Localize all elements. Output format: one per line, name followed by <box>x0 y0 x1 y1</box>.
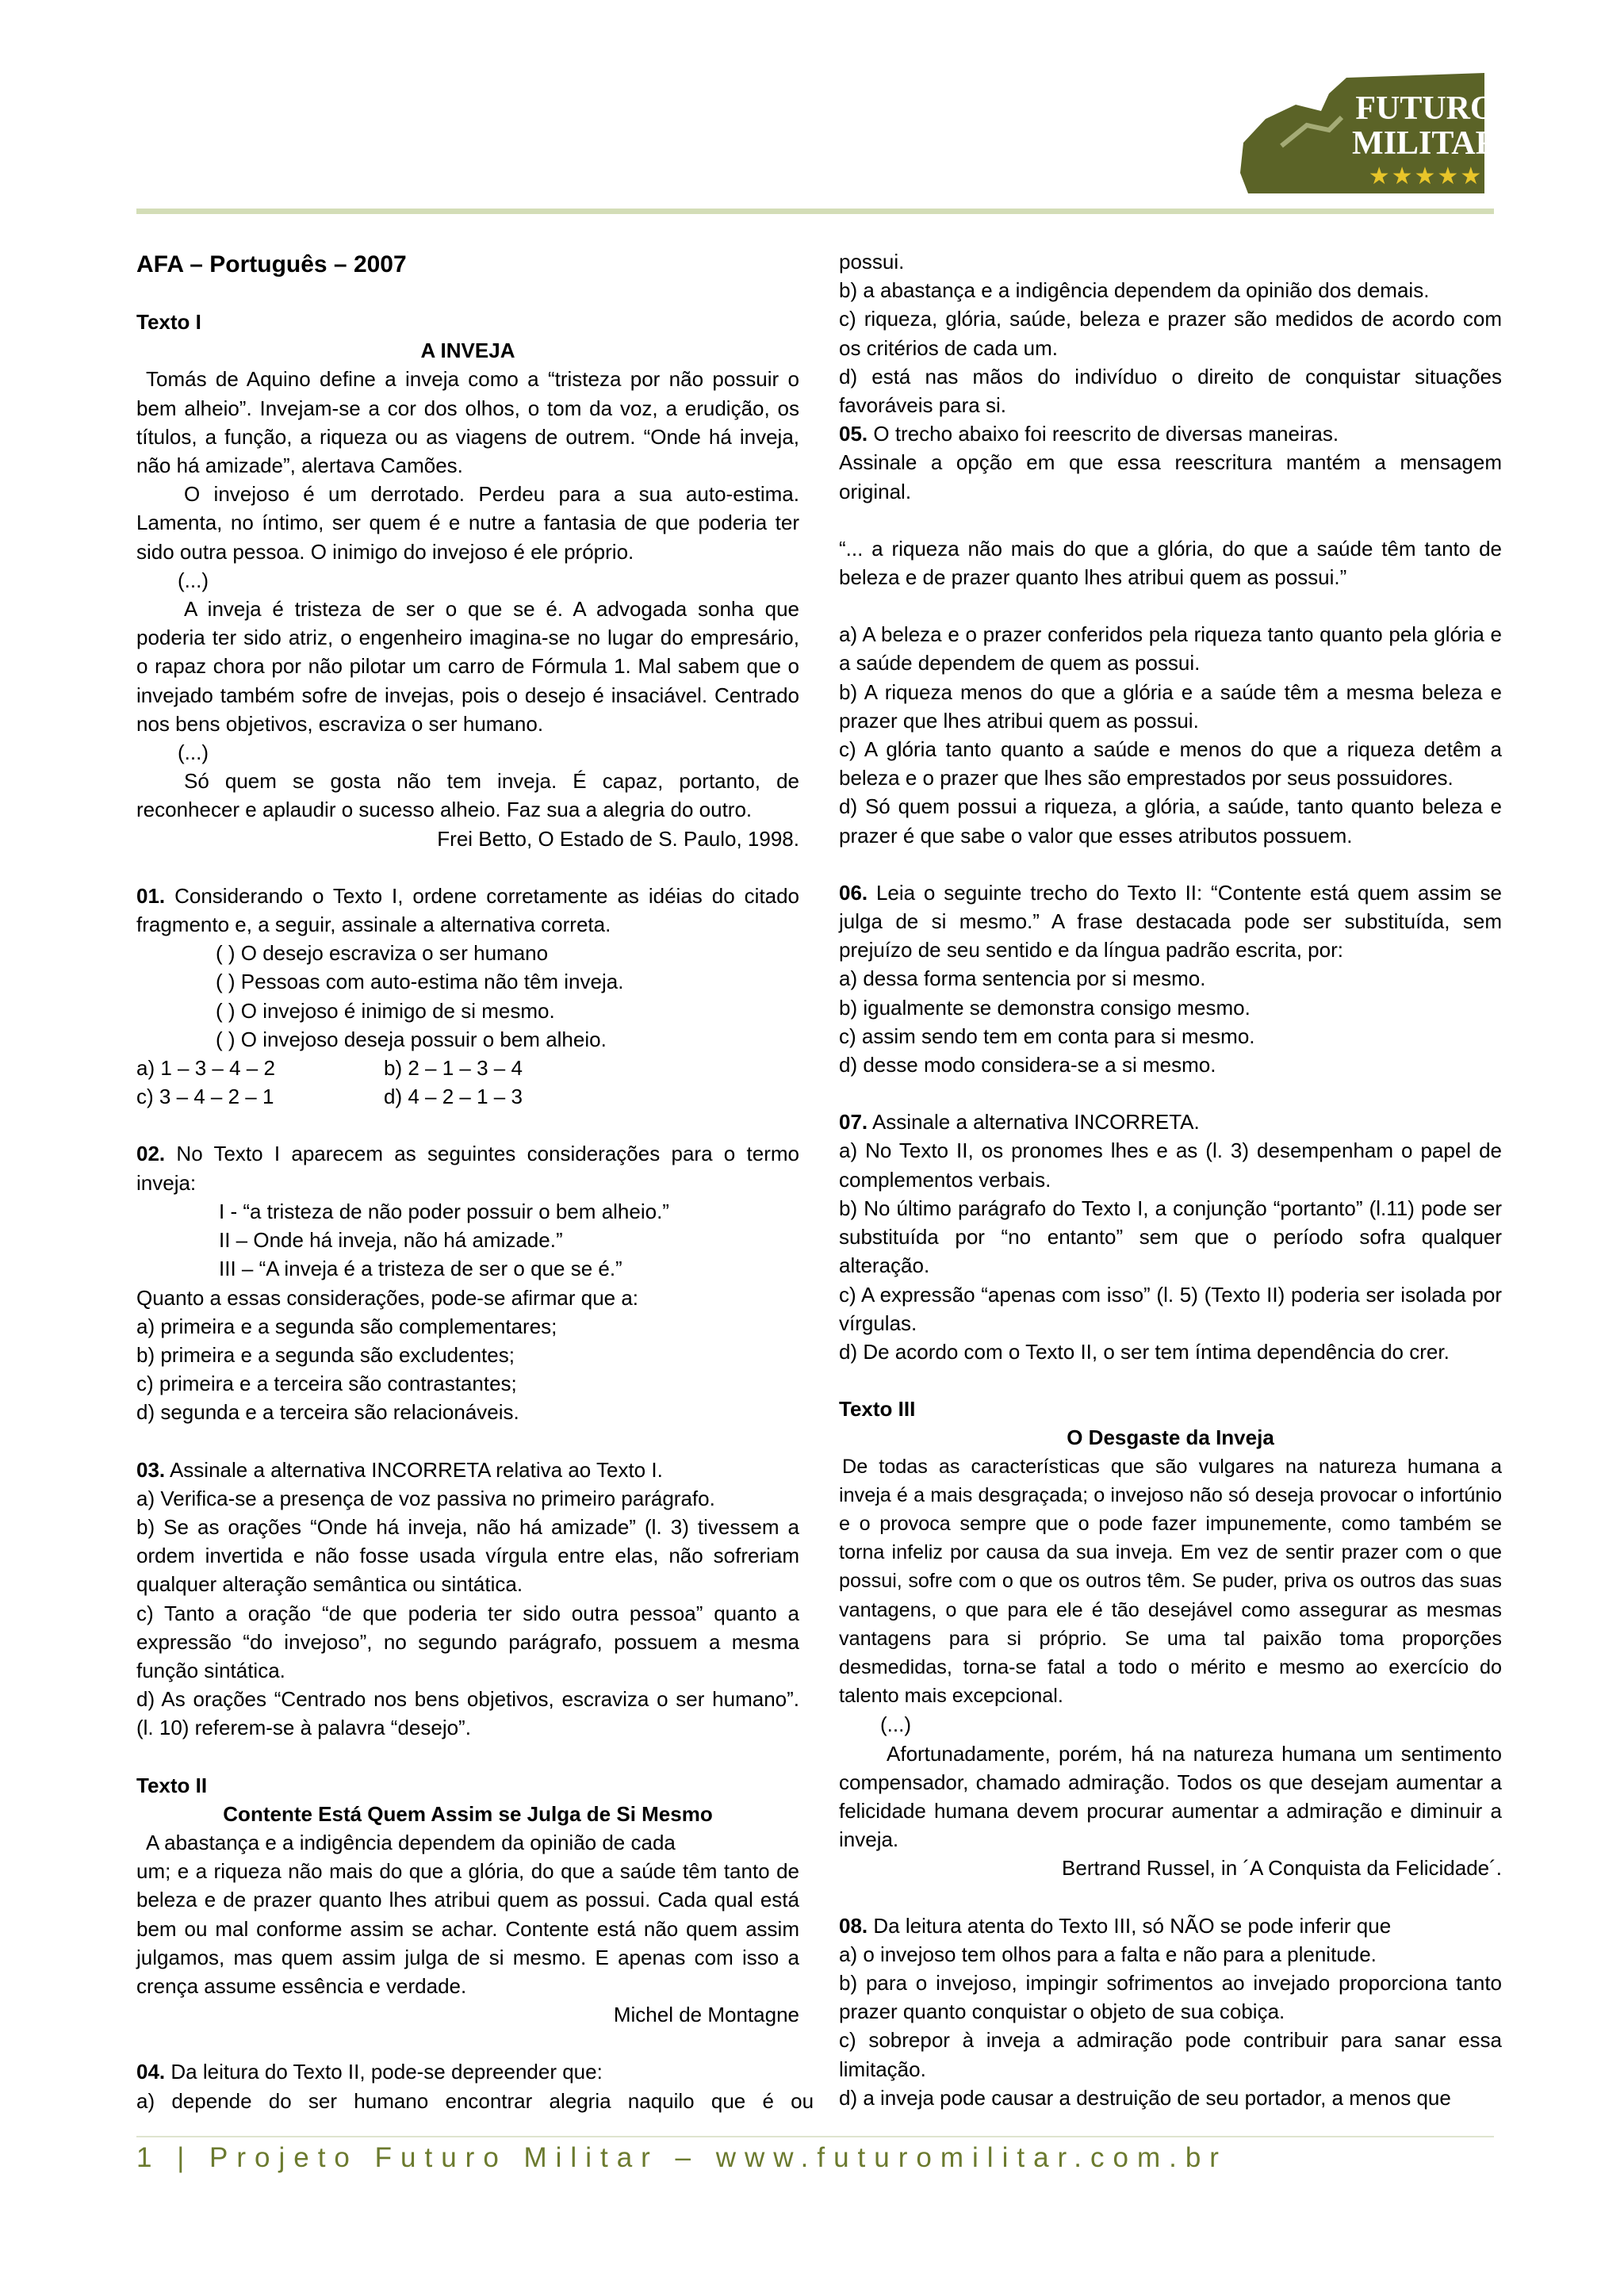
question-05 <box>839 419 1502 448</box>
q01-item: ( ) O desejo escraviza o ser humano <box>216 941 549 966</box>
q02-item-3: III – “A inveja é a tristeza de ser o que se é.” <box>219 1257 622 1281</box>
q02-option-a: a) primeira e a segunda são complementares; <box>136 1314 557 1338</box>
q04-stem: Da leitura do Texto II, pode-se depreender que: <box>165 2060 603 2084</box>
q02-item-1: I - “a tristeza de não poder possuir o bem alheio.” <box>219 1199 669 1223</box>
q07-stem: Assinale a alternativa INCORRETA. <box>868 1110 1200 1135</box>
q02-option-d: d) segunda e a terceira são relacionáveis. <box>136 1400 519 1425</box>
texto3-title: O Desgaste da Inveja <box>1067 1425 1274 1450</box>
q05-quote: “... a riqueza não mais do que a glória, do que a saúde têm tanto de beleza e de prazer quanto lhes atribui quem as possui.” <box>839 536 1502 590</box>
q08-option-c: c) sobrepor à inveja a admiração pode contribuir para sanar essa limitação. <box>839 2028 1502 2081</box>
q08-option-d: d) a inveja pode causar a destruição de seu portador, a menos que <box>839 2085 1451 2110</box>
question-02 <box>136 1139 799 1196</box>
q06-option-d: d) desse modo considera-se a si mesmo. <box>839 1053 1216 1077</box>
q06-option-c: c) assim sendo tem em conta para si mesmo. <box>839 1024 1255 1048</box>
q01-item: ( ) Pessoas com auto-estima não têm inveja. <box>216 970 624 994</box>
q07-option-d: d) De acordo com o Texto II, o ser tem íntima dependência do crer. <box>839 1339 1450 1364</box>
q06-number: 06. <box>839 880 868 905</box>
texto1-title: A INVEJA <box>420 339 515 363</box>
q02-stem: No Texto I aparecem as seguintes considerações para o termo inveja: <box>136 1142 799 1195</box>
q03-option-d: d) As orações “Centrado nos bens objetivos, escraviza o ser humano”. (l. 10) referem-se à palavra “desejo”. <box>136 1687 799 1740</box>
question-08 <box>839 1911 1502 1940</box>
texto1-paragraph-2: O invejoso é um derrotado. Perdeu para a sua auto-estima. Lamenta, no íntimo, ser quem é e nutre a fantasia de que poderia ter sido outra pessoa. O inimigo do invejoso é ele próprio. <box>136 482 799 564</box>
q03-number: 03. <box>136 1457 166 1482</box>
question-01 <box>136 882 799 939</box>
q04-option-b: b) a abastança e a indigência dependem da opinião dos demais. <box>839 278 1430 303</box>
q03-option-b: b) Se as orações “Onde há inveja, não há amizade” (l. 3) tivessem a ordem invertida e não fosse usada vírgula entre elas, não sofreriam qualquer alteração semântica ou sintática. <box>136 1514 799 1597</box>
q06-option-a: a) dessa forma sentencia por si mesmo. <box>839 966 1206 991</box>
question-06 <box>839 878 1502 965</box>
q08-option-a: a) o invejoso tem olhos para a falta e não para a plenitude. <box>839 1942 1377 1966</box>
q04-number: 04. <box>136 2060 166 2084</box>
futuro-militar-logo <box>1234 70 1500 193</box>
page-footer: 1 | Projeto Futuro Militar – www.futuromilitar.com.br <box>136 2142 1228 2173</box>
right-column <box>839 247 1502 2112</box>
texto3-paragraph-2: Afortunadamente, porém, há na natureza humana um sentimento compensador, chamado admiração. Todos os que desejam aumentar a felicidade humana devem procurar aumentar a admiração e diminuir a inveja. <box>839 1741 1502 1852</box>
q05-stem: O trecho abaixo foi reescrito de diversas maneiras. <box>868 422 1339 446</box>
q04-option-d: d) está nas mãos do indivíduo o direito de conquistar situações favoráveis para si. <box>839 364 1502 418</box>
q07-option-b: b) No último parágrafo do Texto I, a conjunção “portanto” (l.11) pode ser substituída por “no entanto” sem que o período sofra qualquer alteração. <box>839 1196 1502 1278</box>
logo-line2: MILITAR <box>1352 125 1500 162</box>
texto1-ellipsis-1: (...) <box>178 568 209 592</box>
q05-option-d: d) Só quem possui a riqueza, a glória, a saúde, tanto quanto beleza e prazer é que sabe o valor que esses atributos possuem. <box>839 794 1502 848</box>
q05-stem-2: Assinale a opção em que essa reescritura mantém a mensagem original. <box>839 450 1502 503</box>
texto3-paragraph-1: De todas as características que são vulgares na natureza humana a inveja é a mais desgraçada; o invejoso não só deseja provocar o infortúnio e o provoca sempre que o pode fazer impunemente, como também se torna infeliz por causa da sua inveja. Em vez de sentir prazer com o que possui, sofre com o que os outros têm. Se puder, priva os outros das suas vantagens, o que para ele é tão desejável como assegurar as mesmas vantagens para si próprio. Se uma tal paixão toma proporções desmedidas, torna-se fatal a todo o mérito e mesmo ao exercício do talento mais excepcional. <box>839 1455 1502 1708</box>
texto1-paragraph-3: A inveja é tristeza de ser o que se é. A advogada sonha que poderia ter sido atriz, o engenheiro imagina-se no lugar do empresário, o rapaz chora por não pilotar um carro de Fórmula 1. Mal sabem que o invejado também sofre de invejas, pois o desejo é insaciável. Centrado nos bens objetivos, escraviza o ser humano. <box>136 597 799 736</box>
q03-stem: Assinale a alternativa INCORRETA relativa ao Texto I. <box>165 1457 663 1482</box>
q01-item: ( ) O invejoso é inimigo de si mesmo. <box>216 998 555 1023</box>
texto2-paragraph-rest: um; e a riqueza não mais do que a glória, do que a saúde têm tanto de beleza e de prazer quanto lhes atribui quem as possui. Cada qual está bem ou mal conforme assim se achar. Contente está não quem assim julgamos, mas quem assim julga de si mesmo. E apenas com isso a crença assume essência e verdade. <box>136 1859 799 1998</box>
q05-option-a: a) A beleza e o prazer conferidos pela riqueza tanto quanto pela glória e a saúde dependem de quem as possui. <box>839 622 1502 675</box>
question-04 <box>136 2057 799 2086</box>
texto2-paragraph-line-1: A abastança e a indigência dependem da opinião de cada <box>146 1830 676 1854</box>
q02-lead: Quanto a essas considerações, pode-se afirmar que a: <box>136 1285 639 1310</box>
logo-line1: FUTURO <box>1355 90 1496 127</box>
texto1-label: Texto I <box>136 310 201 334</box>
q07-option-a: a) No Texto II, os pronomes lhes e as (l. 3) desempenham o papel de complementos verbais. <box>839 1138 1502 1192</box>
texto2-title: Contente Está Quem Assim se Julga de Si Mesmo <box>223 1801 713 1826</box>
texto3-ellipsis: (...) <box>880 1712 911 1737</box>
texto1-source: Frei Betto, O Estado de S. Paulo, 1998. <box>437 826 799 851</box>
q07-number: 07. <box>839 1110 868 1135</box>
q02-option-b: b) primeira e a segunda são excludentes; <box>136 1342 515 1367</box>
texto1-paragraph-4: Só quem se gosta não tem inveja. É capaz, portanto, de reconhecer e aplaudir o sucesso alheio. Faz sua a alegria do outro. <box>136 769 799 822</box>
q01-option-d: d) 4 – 2 – 1 – 3 <box>384 1085 523 1109</box>
q08-stem: Da leitura atenta do Texto III, só NÃO se pode inferir que <box>868 1913 1392 1938</box>
q06-stem: Leia o seguinte trecho do Texto II: “Contente está quem assim se julga de si mesmo.” A frase destacada pode ser substituída, sem prejuízo de seu sentido e da língua padrão escrita, por: <box>839 880 1502 962</box>
header-divider <box>136 209 1494 214</box>
q04-option-a-continuation: possui. <box>839 250 905 274</box>
q01-option-a: a) 1 – 3 – 4 – 2 <box>136 1056 275 1081</box>
q03-option-c: c) Tanto a oração “de que poderia ter sido outra pessoa” quanto a expressão “do invejoso”, no segundo parágrafo, possuem a mesma função sintática. <box>136 1601 799 1682</box>
q01-option-c: c) 3 – 4 – 2 – 1 <box>136 1085 274 1109</box>
q02-number: 02. <box>136 1142 166 1166</box>
q01-item: ( ) O invejoso deseja possuir o bem alheio. <box>216 1027 607 1051</box>
q02-option-c: c) primeira e a terceira são contrastantes; <box>136 1372 517 1396</box>
q05-option-b: b) A riqueza menos do que a glória e a saúde têm a mesma beleza e prazer que lhes atribui quem as possui. <box>839 679 1502 733</box>
footer-divider <box>136 2136 1494 2137</box>
question-03 <box>136 1456 799 1484</box>
texto3-source: Bertrand Russel, in ´A Conquista da Felicidade´. <box>1062 1856 1502 1881</box>
texto3-label: Texto III <box>839 1397 916 1422</box>
q01-number: 01. <box>136 883 166 908</box>
q04-option-a: a) depende do ser humano encontrar alegria naquilo que é ou <box>136 2088 814 2113</box>
q05-option-c: c) A glória tanto quanto a saúde e menos do que a riqueza detêm a beleza e o prazer que lhes são emprestados por seus possuidores. <box>839 737 1502 790</box>
q08-number: 08. <box>839 1913 868 1938</box>
q02-item-2: II – Onde há inveja, não há amizade.” <box>219 1228 563 1253</box>
texto1-paragraph-1: Tomás de Aquino define a inveja como a “tristeza por não possuir o bem alheio”. Invejam-se a cor dos olhos, o tom da voz, a erudição, os títulos, a função, a riqueza ou as viagens de outrem. “Onde há inveja, não há amizade”, alertava Camões. <box>136 367 799 478</box>
q06-option-b: b) igualmente se demonstra consigo mesmo. <box>839 995 1251 1020</box>
q04-option-c: c) riqueza, glória, saúde, beleza e prazer são medidos de acordo com os critérios de cada um. <box>839 307 1502 360</box>
q03-option-a: a) Verifica-se a presença de voz passiva no primeiro parágrafo. <box>136 1486 715 1510</box>
q01-options <box>136 1054 799 1111</box>
q01-option-b: b) 2 – 1 – 3 – 4 <box>384 1056 523 1081</box>
q05-number: 05. <box>839 422 868 446</box>
question-07 <box>839 1108 1502 1136</box>
texto1-ellipsis-2: (...) <box>178 740 209 765</box>
logo-stars: ★★★★★ <box>1368 163 1484 190</box>
q08-option-b: b) para o invejoso, impingir sofrimentos ao invejado proporciona tanto prazer quanto conquistar o objeto de sua cobiça. <box>839 1970 1502 2024</box>
left-column <box>136 247 814 2115</box>
document-title: AFA – Português – 2007 <box>136 251 407 277</box>
texto2-source: Michel de Montagne <box>613 2003 799 2027</box>
q07-option-c: c) A expressão “apenas com isso” (l. 5) (Texto II) poderia ser isolada por vírgulas. <box>839 1282 1502 1335</box>
q01-stem: Considerando o Texto I, ordene corretamente as idéias do citado fragmento e, a seguir, assinale a alternativa correta. <box>136 883 799 937</box>
texto2-label: Texto II <box>136 1773 208 1797</box>
